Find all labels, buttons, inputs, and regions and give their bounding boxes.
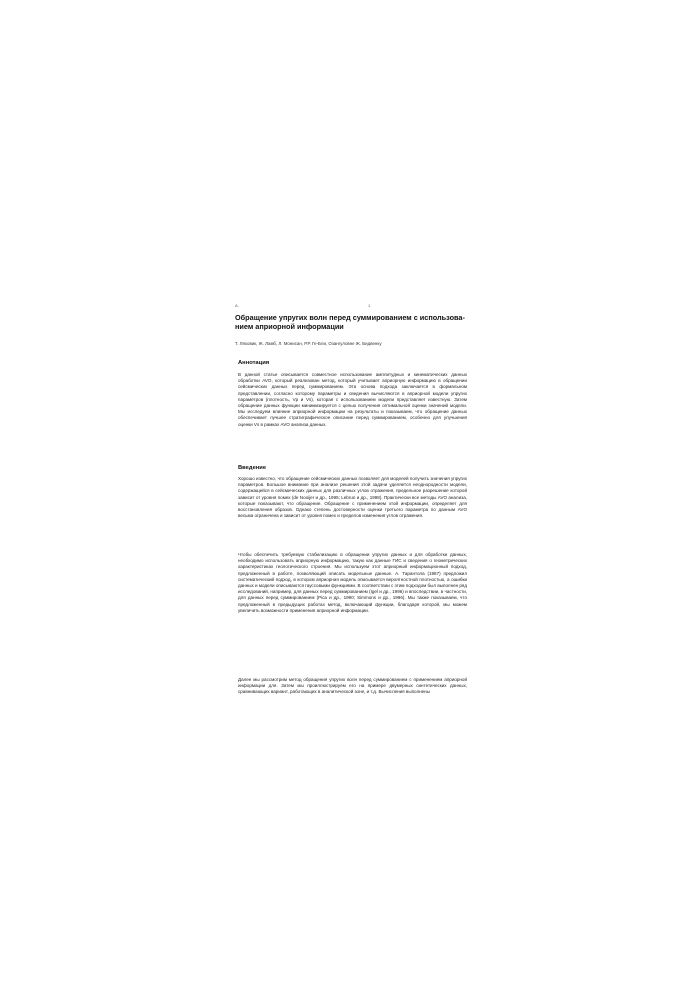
- introduction-paragraph-2: Чтобы обеспечить требуемую стабилизацию в обращении упругих данных и для обработки данных, необходимо использовать априорную информацию, такую как данные ГИС и сведения о геометрических характеристиках геологического строения. Мы используем этот априорный информационный подход, предложенный в работе, позволяющий описать модельные данные. А. Тарантола (1987) предложил систематический подход, в котором априорная модель описывается вероятностной плотностью, а ошибки данных и модели описываются гауссовыми функциями. В соответствии с этим подходом был выполнен ряд исследований, например, для данных перед суммированием (Igel и др., 1996) и впоследствии, в частности, для данных перед суммированием (Pica и др., 1990; Simmons и др., 1996). Мы также показываем, что предложенный в предыдущих работах метод, включающий функции, благодаря которой, мы можем увеличить возможности применения априорной информации.: [238, 552, 467, 613]
- introduction-paragraph-1: Хорошо известно, что обращение сейсмических данных позволяет для моделей получить значения упругих параметров. Большое внимание при анализе решения этой задачи уделяется неоднородности модели, содержащейся в сейсмических данных для различных углов отражения, предельное разрешение которой зависит от уровня помех (de Nooijer и др., 1995; Lebrun и др., 1998). Практически все методы AVO анализа, которые показывают, что обращение. Обращение с применением этой информации, определяет для восстановления образов. Однако степень достоверности оценки третьего параметра по данным AVO весьма ограничена и зависит от уровня помех и пределов изменения углов отражения.: [238, 476, 467, 519]
- author-list: Т. Ляховик, Ж. Ламб, Л. Монисан, Р.Р. Ге-Бли, Озангуловне Ж. Бидвенку: [235, 341, 382, 346]
- document-page: [235, 303, 470, 723]
- introduction-heading: Введение: [238, 465, 267, 471]
- introduction-paragraph-3: Далее мы рассмотрим метод обращения упругих волн перед суммированием с применением априорной информации для. Затем мы проиллюстрируем его на примере двумерных синтетических данных, сравнивающих вариант, работающих в аналитической зоне, и т.д. Вычисления выполнены: [238, 677, 467, 695]
- page-number: 1: [368, 303, 371, 308]
- abstract-text: В данной статье описывается совместное использование амплитудных и кинематических данных обработки AVO, который реализован метод, который учитывает априорную информацию в обращении сейсмических данных перед суммированием. Эта основа подхода заключается в формальном представлении, согласно которому параметры и сведения вычисляются в априорной модели упругих параметров (плотность, Vp и Vs), которая с использованием модели представляет известную. Затем обращение данных функции минимизируется с целью получения оптимальной оценки значений модели. Мы исследуем влияние априорной информации на результаты и показываем, что обращение данных обеспечивает лучшее стратиграфическое описание перед суммированием, особенно для улучшения оценки Vs в рамках AVO анализа данных.: [238, 372, 467, 427]
- paper-title: Обращение упругих волн перед суммированием с использова-нием априорной информации: [235, 313, 465, 331]
- running-head-left: А.: [235, 303, 239, 308]
- abstract-heading: Аннотация: [238, 360, 270, 366]
